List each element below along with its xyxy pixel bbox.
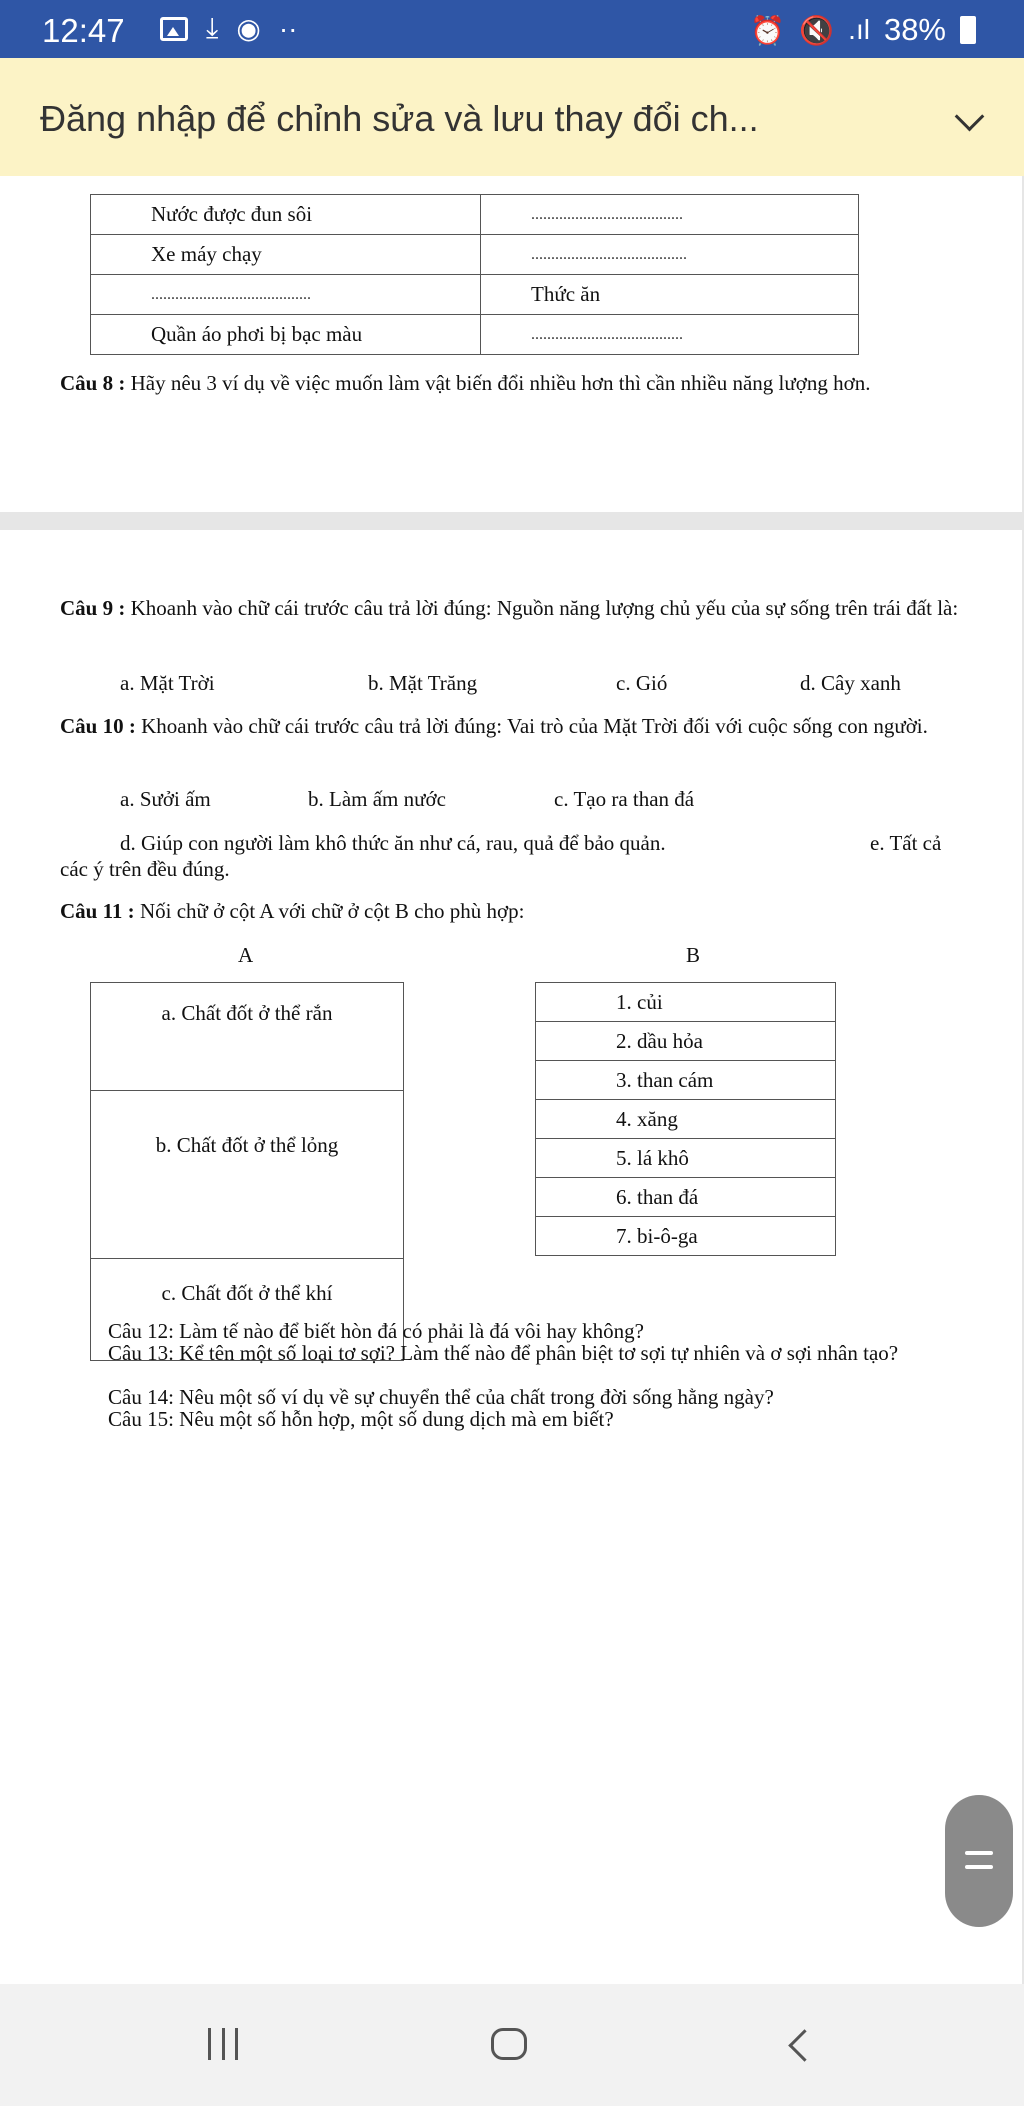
question-14: Câu 14: Nêu một số ví dụ về sự chuyển thể của chất trong đời sống hằng ngày? xyxy=(108,1385,774,1409)
answer-option: b. Làm ấm nước xyxy=(308,787,446,811)
question-text: Khoanh vào chữ cái trước câu trả lời đúng: Nguồn năng lượng chủ yếu của sự sống trên trái đất là: xyxy=(130,596,959,620)
answer-option: e. Tất cả các ý trên đều đúng. xyxy=(60,831,942,881)
table-cell: ........................................ xyxy=(91,275,481,315)
table-row xyxy=(91,275,859,315)
chevron-down-icon[interactable] xyxy=(955,102,985,132)
battery-percent: 38% xyxy=(883,12,946,47)
question-text: Nối chữ ở cột A với chữ ở cột B cho phù hợp: xyxy=(139,899,525,923)
table-row xyxy=(536,1061,836,1100)
system-icons xyxy=(750,12,976,48)
grip-line xyxy=(965,1865,993,1869)
status-time: 12:47 xyxy=(42,12,125,49)
column-b-table xyxy=(535,982,836,1256)
question-12: Câu 12: Làm tế nào để biết hòn đá có phải là đá vôi hay không? xyxy=(108,1319,644,1343)
question-11 xyxy=(60,898,524,924)
answer-option: b. Mặt Trăng xyxy=(368,671,478,695)
table-cell: 6. than đá xyxy=(536,1178,836,1217)
grip-line xyxy=(965,1851,993,1855)
home-icon[interactable] xyxy=(491,2028,527,2060)
table-row xyxy=(91,315,859,355)
answer-option: c. Gió xyxy=(616,671,668,695)
table-cell: b. Chất đốt ở thể lỏng xyxy=(91,1091,404,1259)
table-cell: c. Chất đốt ở thể khí xyxy=(91,1259,404,1361)
chrome-icon: ◉ xyxy=(236,13,261,44)
battery-icon xyxy=(960,16,976,44)
table-cell: Xe máy chạy xyxy=(91,235,481,275)
table-row xyxy=(536,983,836,1022)
document-page-2 xyxy=(0,530,1022,1984)
question-text: Hãy nêu 3 ví dụ về việc muốn làm vật biến đổi nhiều hơn thì cần nhiều năng lượng hơn. xyxy=(130,371,871,395)
navigation-bar xyxy=(0,1984,1024,2106)
answer-option: d. Giúp con người làm khô thức ăn như cá, rau, quả để bảo quản. xyxy=(120,831,666,855)
table-cell: Nước được đun sôi xyxy=(91,195,481,235)
more-dots-icon: ·· xyxy=(278,12,298,44)
question-label: Câu 10 : xyxy=(60,714,136,738)
question-8 xyxy=(60,370,970,396)
answer-option: a. Mặt Trời xyxy=(120,671,215,695)
banner-text: Đăng nhập để chỉnh sửa và lưu thay đổi ch... xyxy=(40,98,759,139)
table-row xyxy=(536,1217,836,1256)
table-cell: ....................................... xyxy=(481,235,859,275)
alarm-icon: ⏰ xyxy=(750,14,786,46)
column-a-header: A xyxy=(238,943,254,967)
question-label: Câu 11 : xyxy=(60,899,135,923)
table-cell: 5. lá khô xyxy=(536,1139,836,1178)
table-row xyxy=(536,1022,836,1061)
answer-option: c. Tạo ra than đá xyxy=(554,787,695,811)
table-cell: a. Chất đốt ở thể rắn xyxy=(91,983,404,1091)
question-text: Khoanh vào chữ cái trước câu trả lời đúng: Vai trò của Mặt Trời đối với cuộc sống con người. xyxy=(141,714,928,738)
table-row xyxy=(91,195,859,235)
column-b-header: B xyxy=(686,943,701,967)
table-cell: 3. than cám xyxy=(536,1061,836,1100)
question-label: Câu 9 : xyxy=(60,596,126,620)
document-page-1 xyxy=(0,176,1022,512)
sign-in-banner[interactable] xyxy=(0,58,1024,176)
table-row xyxy=(536,1178,836,1217)
table-cell: Thức ăn xyxy=(481,275,859,315)
table-cell: 2. dầu hỏa xyxy=(536,1022,836,1061)
table-row xyxy=(91,1091,404,1259)
table-cell: Quần áo phơi bị bạc màu xyxy=(91,315,481,355)
table-cell: ...................................... xyxy=(481,315,859,355)
question-13: Câu 13: Kể tên một số loại tơ sợi? Làm thế nào để phân biệt tơ sợi tự nhiên và ơ sợi nhân tạo? xyxy=(108,1341,899,1365)
table-cell: ...................................... xyxy=(481,195,859,235)
table-cell: 1. củi xyxy=(536,983,836,1022)
signal-icon: .ıl xyxy=(848,14,870,45)
table-row xyxy=(91,983,404,1091)
scroll-handle[interactable] xyxy=(945,1795,1013,1927)
question-10 xyxy=(60,713,970,739)
question-9 xyxy=(60,595,970,621)
table-row xyxy=(91,235,859,275)
back-icon[interactable] xyxy=(788,2029,821,2062)
table-cell: 7. bi-ô-ga xyxy=(536,1217,836,1256)
question-15: Câu 15: Nêu một số hỗn hợp, một số dung dịch mà em biết? xyxy=(108,1407,614,1431)
notification-icons xyxy=(160,12,297,45)
mute-icon: 🔇 xyxy=(799,14,835,46)
table-cell: 4. xăng xyxy=(536,1100,836,1139)
answer-option: d. Cây xanh xyxy=(800,671,901,695)
download-icon: ⤓ xyxy=(206,12,219,43)
energy-table xyxy=(90,194,859,355)
status-bar xyxy=(0,0,1024,58)
image-icon xyxy=(160,17,188,41)
table-row xyxy=(536,1139,836,1178)
recent-apps-icon[interactable] xyxy=(208,2028,238,2060)
question-label: Câu 8 : xyxy=(60,371,126,395)
table-row xyxy=(536,1100,836,1139)
answer-option: a. Sưởi ấm xyxy=(120,787,211,811)
column-a-table xyxy=(90,982,404,1361)
